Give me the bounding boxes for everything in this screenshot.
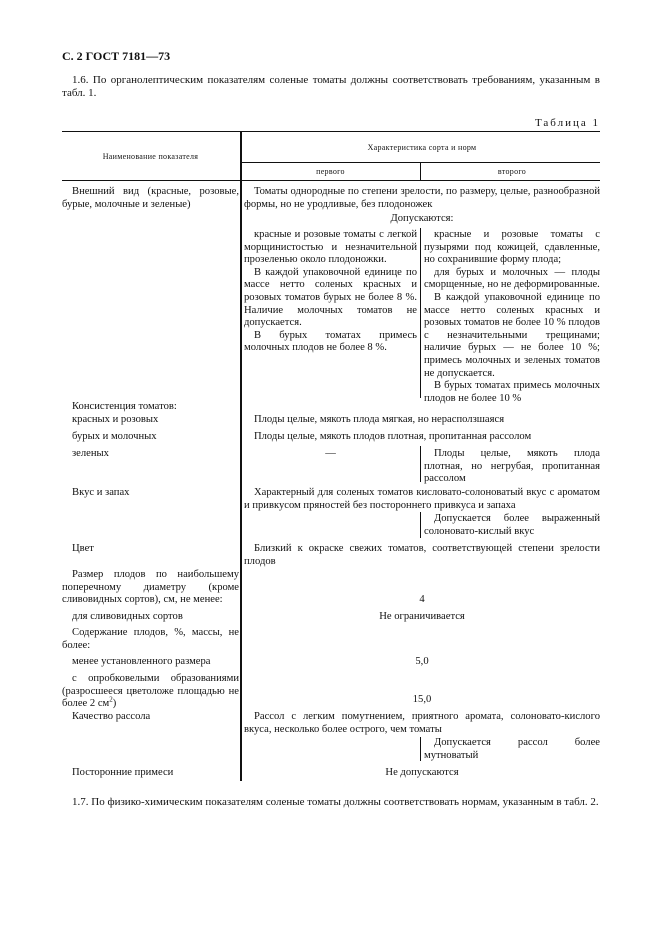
paragraph: В каждой упаковочной единице по массе нетто соленых красных и розовых томатов не более 10 % плодов с незначительными трещинами; наличие бурых — не более 10 %; примесь молочных и зеленых томатов не допускается. [424, 291, 600, 379]
page-header: С. 2 ГОСТ 7181—73 [62, 49, 171, 63]
col-header-first: первого [316, 167, 345, 176]
row-name-impurities: Посторонние примеси [72, 767, 174, 778]
row-name-green: зеленых [72, 448, 109, 459]
row-name-brine: Качество рассола [72, 711, 151, 722]
color-common: Близкий к окраске свежих томатов, соответствующей степени зрелости плодов [244, 543, 600, 567]
row-name-plum: для сливовидных сортов [72, 611, 183, 622]
header-bottom-rule [62, 180, 600, 181]
paragraph: красные и розовые томаты с пузырями под кожицей, сдавленные, но сохранившие форму плода; [424, 229, 600, 266]
appearance-common: Томаты однородные по степени зрелости, по размеру, целые, разнообразной формы, но не уродливые, без плодоножек [244, 186, 600, 210]
undersize-value: 5,0 [415, 656, 429, 667]
row-name-cork [62, 673, 239, 711]
size-value: 4 [419, 594, 425, 605]
taste-second: Допускается более выраженный солоновато-кислый вкус [424, 513, 600, 537]
consistency-brown: Плоды целые, мякоть плодов плотная, пропитанная рассолом [254, 431, 532, 442]
appearance-second [424, 229, 600, 405]
brine-common: Рассол с легким помутнением, приятного аромата, солоновато-кислого вкуса, несколько более острого, чем томаты [244, 711, 600, 735]
paragraph: В каждой упаковочной единице по массе нетто соленых красных и розовых томатов бурых не более 8 %. Наличие молочных томатов не допускается. [244, 266, 417, 329]
plum-value: Не ограничивается [379, 611, 465, 622]
table-label: Таблица 1 [534, 117, 600, 129]
split-rule [420, 737, 421, 761]
appearance-first [244, 229, 417, 355]
split-rule [420, 512, 421, 538]
brine-second: Допускается рассол более мутноватый [424, 737, 600, 761]
impurities-value: Не допускаются [385, 767, 459, 778]
split-rule [420, 228, 421, 398]
row-name-size: Размер плодов по наибольшему поперечному диаметру (кроме сливовидных сортов), см, не менее: [62, 569, 239, 606]
table-top-rule [62, 131, 600, 132]
paragraph: В бурых томатах примесь молочных плодов не более 10 % [424, 380, 600, 404]
row-name-content: Содержание плодов, %, массы, не более: [62, 627, 239, 651]
cork-value: 15,0 [412, 694, 432, 705]
row-name-brown: бурых и молочных [72, 431, 157, 442]
consistency-red: Плоды целые, мякоть плода мягкая, но нерасползшаяся [254, 414, 505, 425]
row-name-red: красных и розовых [72, 414, 159, 425]
paragraph: для бурых и молочных — плоды сморщенные, но не деформированные. [424, 266, 600, 291]
consistency-green-second: Плоды целые, мякоть плода плотная, но негрубая, пропитанная рассолом [424, 448, 600, 485]
row-name-consistency: Консистенция томатов: [72, 401, 177, 412]
outro-paragraph: 1.7. По физико-химическим показателям соленые томаты должны соответствовать нормам, указанным в табл. 2. [72, 796, 599, 808]
cork-text: с опробковелыми образованиями (разросшееся цветоложе площадью не более 2 см [62, 673, 239, 710]
split-rule [420, 446, 421, 482]
row-name-color: Цвет [72, 543, 94, 554]
cork-close: ) [112, 698, 117, 710]
appearance-allowed: Допускаются: [390, 213, 454, 224]
superscript: 2 [109, 695, 113, 704]
header-column-rule [420, 162, 421, 180]
taste-common: Характерный для соленых томатов кисловато-солоноватый вкус с ароматом и привкусом пряностей без постороннего привкуса и запаха [244, 487, 600, 511]
intro-paragraph: 1.6. По органолептическим показателям соленые томаты должны соответствовать требованиям, указанным в табл. 1. [62, 74, 600, 99]
row-name-taste: Вкус и запах [72, 487, 130, 498]
consistency-green-first: — [325, 448, 336, 459]
paragraph: красные и розовые томаты с легкой морщинистостью и незначительной прозеленью около плодоножки. [244, 229, 417, 266]
col-header-second: второго [497, 167, 527, 176]
row-name-undersize: менее установленного размера [72, 656, 211, 667]
paragraph: В бурых томатах примесь молочных плодов не более 8 %. [244, 329, 417, 354]
col-header-name: Наименование показателя [102, 152, 199, 161]
col-header-group: Характеристика сорта и норм [367, 143, 477, 152]
column-rule [240, 131, 242, 781]
row-name-appearance: Внешний вид (красные, розовые, бурые, молочные и зеленые) [62, 186, 239, 210]
